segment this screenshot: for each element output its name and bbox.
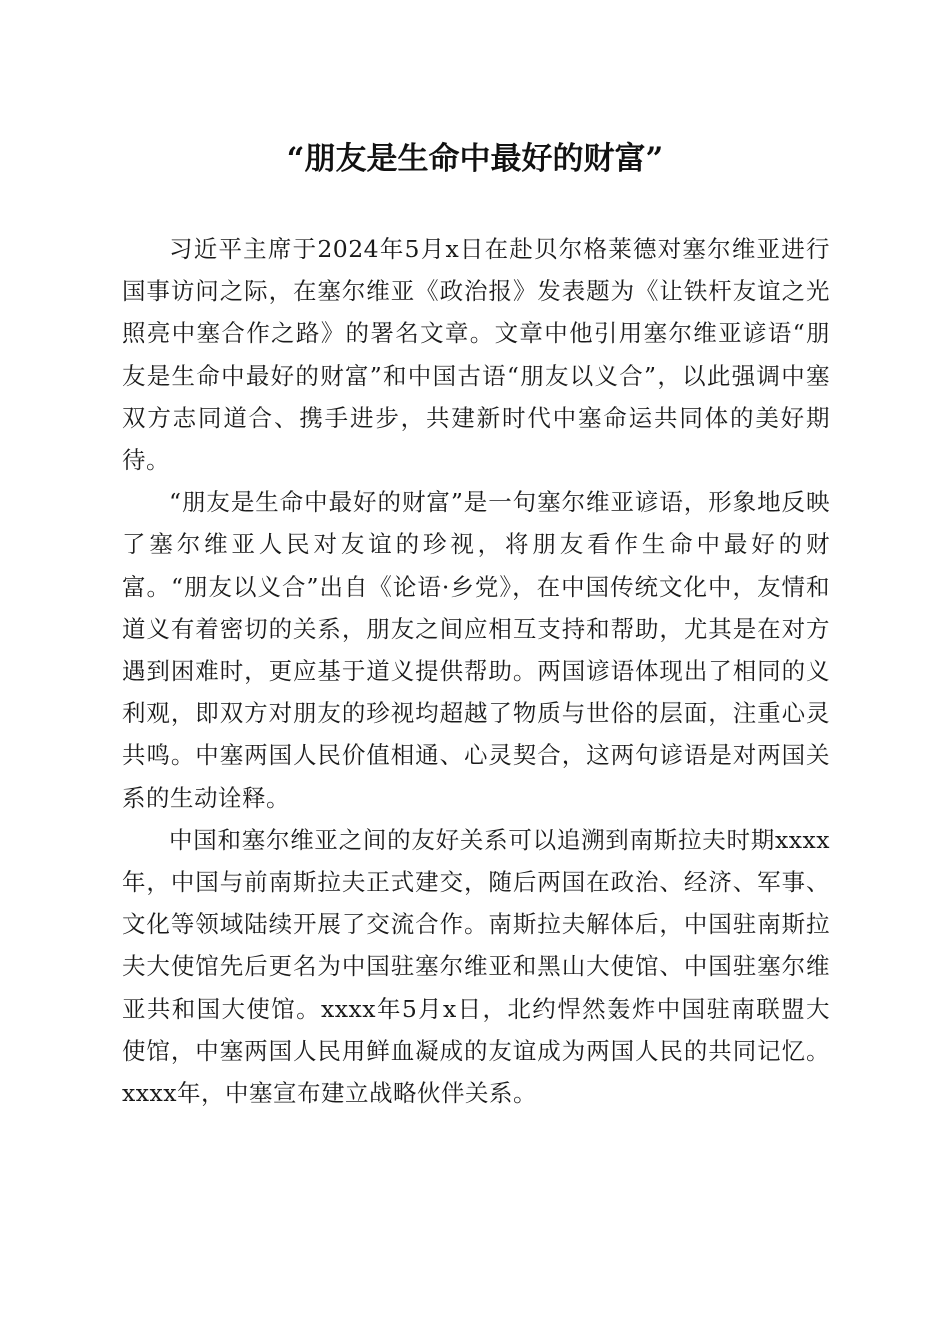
document-title: “朋友是生命中最好的财富” [286, 141, 664, 177]
document-body [122, 228, 830, 1114]
paragraph-1: 习近平主席于2024年5月x日在赴贝尔格莱德对塞尔维亚进行国事访问之际，在塞尔维亚《政治报》发表题为《让铁杆友谊之光照亮中塞合作之路》的署名文章。文章中他引用塞尔维亚谚语“朋友是生命中最好的财富”和中国古语“朋友以义合”，以此强调中塞双方志同道合、携手进步，共建新时代中塞命运共同体的美好期待。 [122, 235, 830, 475]
paragraph-2: “朋友是生命中最好的财富”是一句塞尔维亚谚语，形象地反映了塞尔维亚人民对友谊的珍视，将朋友看作生命中最好的财富。“朋友以义合”出自《论语·乡党》，在中国传统文化中，友情和道义有着密切的关系，朋友之间应相互支持和帮助，尤其是在对方遇到困难时，更应基于道义提供帮助。两国谚语体现出了相同的义利观，即双方对朋友的珍视均超越了物质与世俗的层面，注重心灵共鸣。中塞两国人民价值相通、心灵契合，这两句谚语是对两国关系的生动诠释。 [122, 488, 830, 812]
paragraph-3: 中国和塞尔维亚之间的友好关系可以追溯到南斯拉夫时期xxxx年，中国与前南斯拉夫正式建交，随后两国在政治、经济、军事、文化等领域陆续开展了交流合作。南斯拉夫解体后，中国驻南斯拉夫大使馆先后更名为中国驻塞尔维亚和黑山大使馆、中国驻塞尔维亚共和国大使馆。xxxx年5月x日，北约悍然轰炸中国驻南联盟大使馆，中塞两国人民用鲜血凝成的友谊成为两国人民的共同记忆。xxxx年，中塞宣布建立战略伙伴关系。 [122, 825, 830, 1108]
